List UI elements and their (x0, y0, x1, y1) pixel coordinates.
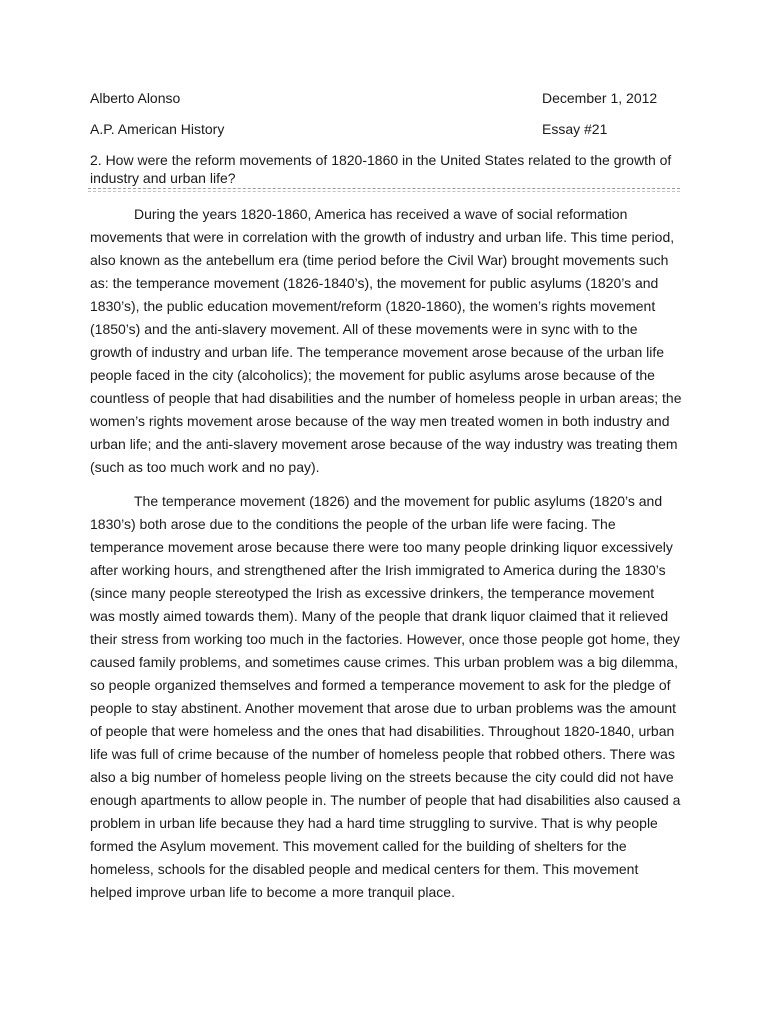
essay-question: 2. How were the reform movements of 1820-1860 in the United States related to the growth of industry and urban life? (90, 152, 672, 186)
essay-number: Essay #21 (542, 121, 608, 137)
dashed-divider (88, 188, 680, 189)
course-name: A.P. American History (90, 121, 225, 137)
essay-date: December 1, 2012 (542, 90, 658, 106)
essay-body (90, 203, 682, 915)
paragraph-2: The temperance movement (1826) and the movement for public asylums (1820’s and 1830’s) both arose due to the conditions the people of the urban life were facing. The temperance movement arose because there were too many people drinking liquor excessively after working hours, and strengthened after the Irish immigrated to America during the 1830’s (since many people stereotyped the Irish as excessive drinkers, the temperance movement was mostly aimed towards them). Many of the people that drank liquor claimed that it relieved their stress from working too much in the factories. However, once those people got home, they caused family problems, and sometimes cause crimes. This urban problem was a big dilemma, so people organized themselves and formed a temperance movement to ask for the pledge of people to stay abstinent. Another movement that arose due to urban problems was the amount of people that were homeless and the ones that had disabilities. Throughout 1820-1840, urban life was full of crime because of the number of homeless people that robbed others. There was also a big number of homeless people living on the streets because the city could did not have enough apartments to allow people in. The number of people that had disabilities also caused a problem in urban life because they had a hard time struggling to survive. That is why people formed the Asylum movement. This movement called for the building of shelters for the homeless, schools for the disabled people and medical centers for them. This movement helped improve urban life to become a more tranquil place. (90, 493, 681, 900)
author-name: Alberto Alonso (90, 90, 181, 106)
dashed-divider-secondary (88, 191, 680, 192)
paragraph-1: During the years 1820-1860, America has received a wave of social reformation movements that were in correlation with the growth of industry and urban life. This time period, also known as the antebellum era (time period before the Civil War) brought movements such as: the temperance movement (1826-1840’s), the movement for public asylums (1820’s and 1830’s), the public education movement/reform (1820-1860), the women’s rights movement (1850’s) and the anti-slavery movement. All of these movements were in sync with to the growth of industry and urban life. The temperance movement arose because of the urban life people faced in the city (alcoholics); the movement for public asylums arose because of the countless of people that had disabilities and the number of homeless people in urban areas; the women’s rights movement arose because of the way men treated women in both industry and urban life; and the anti-slavery movement arose because of the way industry was treating them (such as too much work and no pay). (90, 206, 682, 475)
